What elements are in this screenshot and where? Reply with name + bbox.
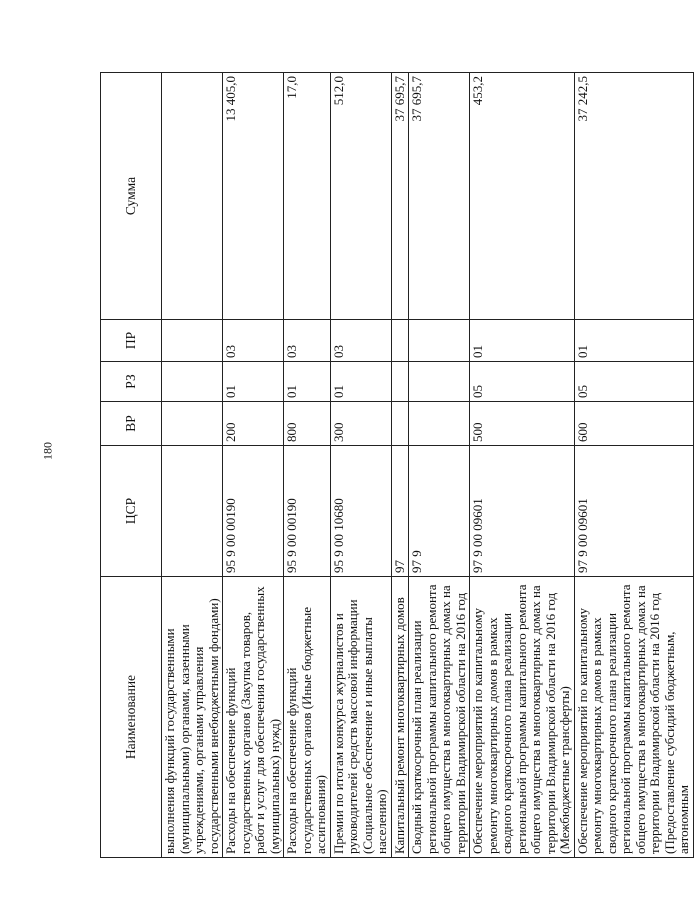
cell-name: Расходы на обеспечение функций государственных органов (Иные бюджетные ассигнования) [284,577,331,858]
cell-vr [162,402,223,446]
cell-rz: 01 [284,362,331,402]
cell-vr: 600 [574,402,693,446]
cell-rz [409,362,470,402]
cell-vr: 800 [284,402,331,446]
cell-pr [162,320,223,362]
cell-rz: 05 [574,362,693,402]
budget-table [100,72,694,858]
table-viewport [100,73,691,858]
rotated-page [100,73,691,858]
header-vr: ВР [101,402,162,446]
cell-rz: 05 [470,362,575,402]
cell-csr: 97 9 00 09601 [574,446,693,577]
header-csr: ЦСР [101,446,162,577]
cell-vr: 300 [330,402,391,446]
cell-csr: 95 9 00 00190 [284,446,331,577]
cell-pr: 01 [470,320,575,362]
cell-csr [162,446,223,577]
cell-vr: 500 [470,402,575,446]
cell-rz [391,362,409,402]
cell-vr: 200 [223,402,284,446]
header-sum: Сумма [101,73,162,320]
cell-sum: 37 695,7 [391,73,409,320]
table-row [391,73,409,858]
header-row [101,73,162,858]
table-row [470,73,575,858]
table-row [330,73,391,858]
cell-csr: 95 9 00 10680 [330,446,391,577]
cell-sum: 13 405,0 [223,73,284,320]
cell-pr: 03 [284,320,331,362]
cell-rz: 01 [223,362,284,402]
table-row [223,73,284,858]
cell-csr: 97 9 [409,446,470,577]
cell-sum: 17,0 [284,73,331,320]
cell-pr: 01 [574,320,693,362]
header-pr: ПР [101,320,162,362]
cell-rz [162,362,223,402]
cell-csr: 97 9 00 09601 [470,446,575,577]
cell-pr [391,320,409,362]
cell-rz: 01 [330,362,391,402]
cell-vr [409,402,470,446]
cell-sum: 37 695,7 [409,73,470,320]
cell-pr: 03 [223,320,284,362]
cell-name: Обеспечение мероприятий по капитальному ремонту многоквартирных домов в рамках сводного краткосрочного плана реализации региональной программы капитального ремонта общего имущества в многоквартирных домах на территории Владимирской области на 2016 год (Предоставление субсидий бюджетным, автономным [574,577,693,858]
table-row [162,73,223,858]
header-rz: РЗ [101,362,162,402]
table-row [284,73,331,858]
cell-sum [162,73,223,320]
cell-sum: 37 242,5 [574,73,693,320]
cell-sum: 512,0 [330,73,391,320]
table-row [409,73,470,858]
cell-sum: 453,2 [470,73,575,320]
cell-name: Премии по итогам конкурса журналистов и руководителей средств массовой информации (Социальное обеспечение и иные выплаты населению) [330,577,391,858]
cell-pr [409,320,470,362]
cell-name: Обеспечение мероприятий по капитальному ремонту многоквартирных домов в рамках сводного краткосрочного плана реализации региональной программы капитального ремонта общего имущества в многоквартирных домах на территории Владимирской области на 2016 год (Межбюджетные трансферты) [470,577,575,858]
cell-name: выполнения функций государственными (муниципальными) органами, казенными учреждениями, органами управления государственными внебюджетными фондами) [162,577,223,858]
cell-name: Капитальный ремонт многоквартирных домов [391,577,409,858]
page-number: 180 [40,442,55,460]
table-row [574,73,693,858]
cell-name: Расходы на обеспечение функций государственных органов (Закупка товаров, работ и услуг для обеспечения государственных (муниципальных) нужд) [223,577,284,858]
cell-csr: 97 [391,446,409,577]
cell-vr [391,402,409,446]
cell-pr: 03 [330,320,391,362]
header-name: Наименование [101,577,162,858]
cell-csr: 95 9 00 00190 [223,446,284,577]
cell-name: Сводный краткосрочный план реализации региональной программы капитального ремонта общего имущества в многоквартирных домах на территории Владимирской области на 2016 год [409,577,470,858]
